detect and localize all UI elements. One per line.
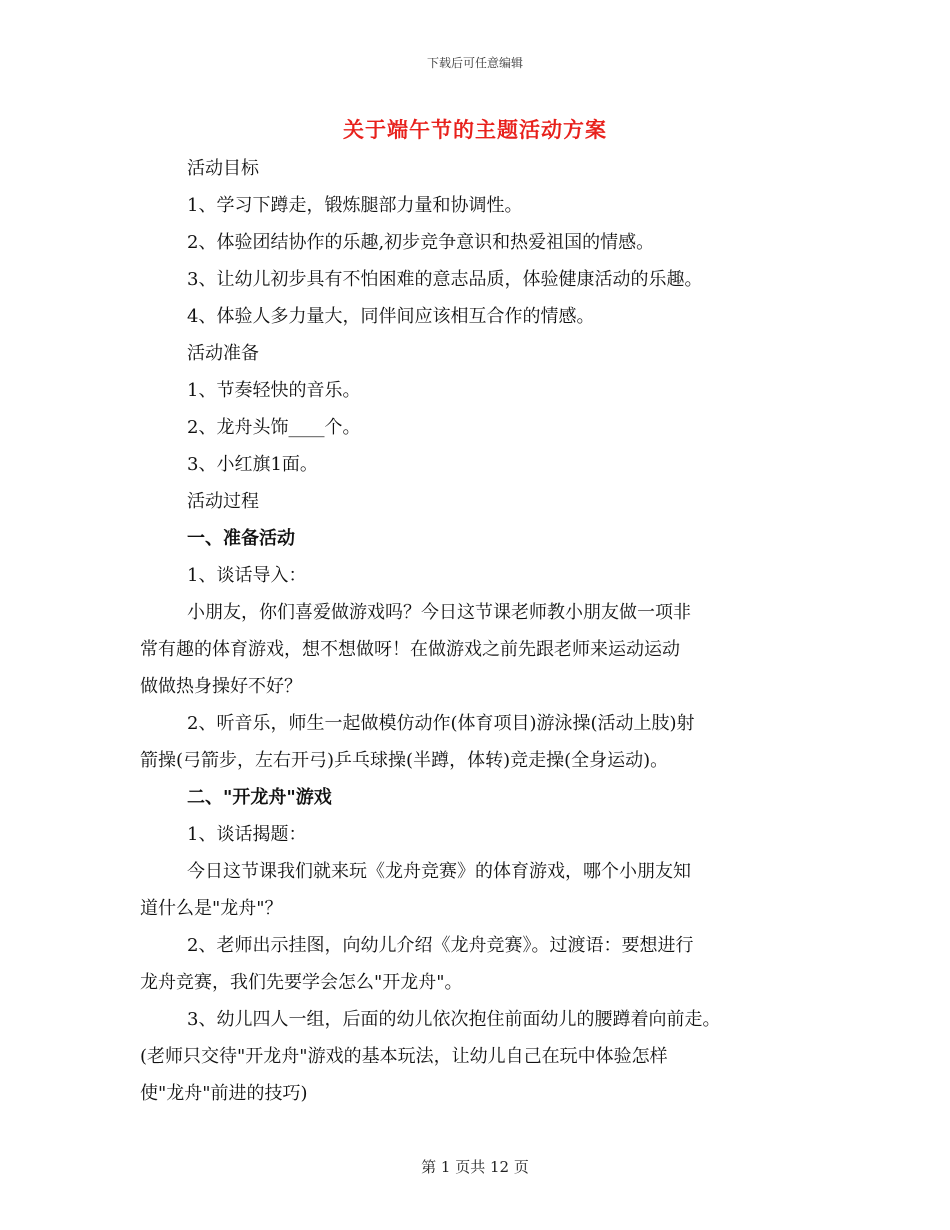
section-heading-process: 活动过程	[187, 491, 259, 512]
goal-item: 1、学习下蹲走，锻炼腿部力量和协调性。	[187, 195, 523, 216]
preparation-item: 2、龙舟头饰____个。	[187, 417, 361, 438]
paragraph-line: 2、老师出示挂图，向幼儿介绍《龙舟竞赛》。过渡语：要想进行	[187, 935, 694, 956]
document-title: 关于端午节的主题活动方案	[343, 117, 607, 142]
subheading-warmup: 一、准备活动	[187, 528, 295, 549]
preparation-item: 1、节奏轻快的音乐。	[187, 380, 361, 401]
process-item: 1、谈话揭题：	[187, 824, 307, 845]
subheading-dragon-boat-game: 二、"开龙舟"游戏	[187, 787, 332, 808]
paragraph-line: (老师只交待"开龙舟"游戏的基本玩法，让幼儿自己在玩中体验怎样	[140, 1046, 668, 1067]
document-body	[140, 150, 820, 1112]
paragraph-line: 小朋友，你们喜爱做游戏吗？今日这节课老师教小朋友做一项非	[187, 602, 691, 623]
preparation-item: 3、小红旗1面。	[187, 454, 318, 475]
process-item: 1、谈话导入：	[187, 565, 307, 586]
paragraph-line: 箭操(弓箭步，左右开弓)乒乓球操(半蹲，体转)竞走操(全身运动)。	[140, 750, 669, 771]
paragraph-line: 使"龙舟"前进的技巧)	[140, 1083, 308, 1104]
paragraph-line: 龙舟竞赛，我们先要学会怎么"开龙舟"。	[140, 972, 463, 993]
paragraph-line: 做做热身操好不好？	[140, 676, 302, 697]
paragraph-line: 今日这节课我们就来玩《龙舟竞赛》的体育游戏，哪个小朋友知	[187, 861, 691, 882]
goal-item: 4、体验人多力量大，同伴间应该相互合作的情感。	[187, 306, 595, 327]
page-header: 下载后可任意编辑	[426, 56, 523, 70]
paragraph-line: 3、幼儿四人一组，后面的幼儿依次抱住前面幼儿的腰蹲着向前走。	[187, 1009, 721, 1030]
paragraph-line: 常有趣的体育游戏，想不想做呀！在做游戏之前先跟老师来运动运动	[140, 639, 680, 660]
section-heading-goals: 活动目标	[187, 158, 259, 179]
goal-item: 2、体验团结协作的乐趣,初步竞争意识和热爱祖国的情感。	[187, 232, 655, 253]
page-footer: 第 1 页共 12 页	[421, 1158, 529, 1176]
paragraph-line: 道什么是"龙舟"？	[140, 898, 283, 919]
goal-item: 3、让幼儿初步具有不怕困难的意志品质，体验健康活动的乐趣。	[187, 269, 703, 290]
paragraph-line: 2、听音乐，师生一起做模仿动作(体育项目)游泳操(活动上肢)射	[187, 713, 695, 734]
section-heading-preparation: 活动准备	[187, 343, 259, 364]
